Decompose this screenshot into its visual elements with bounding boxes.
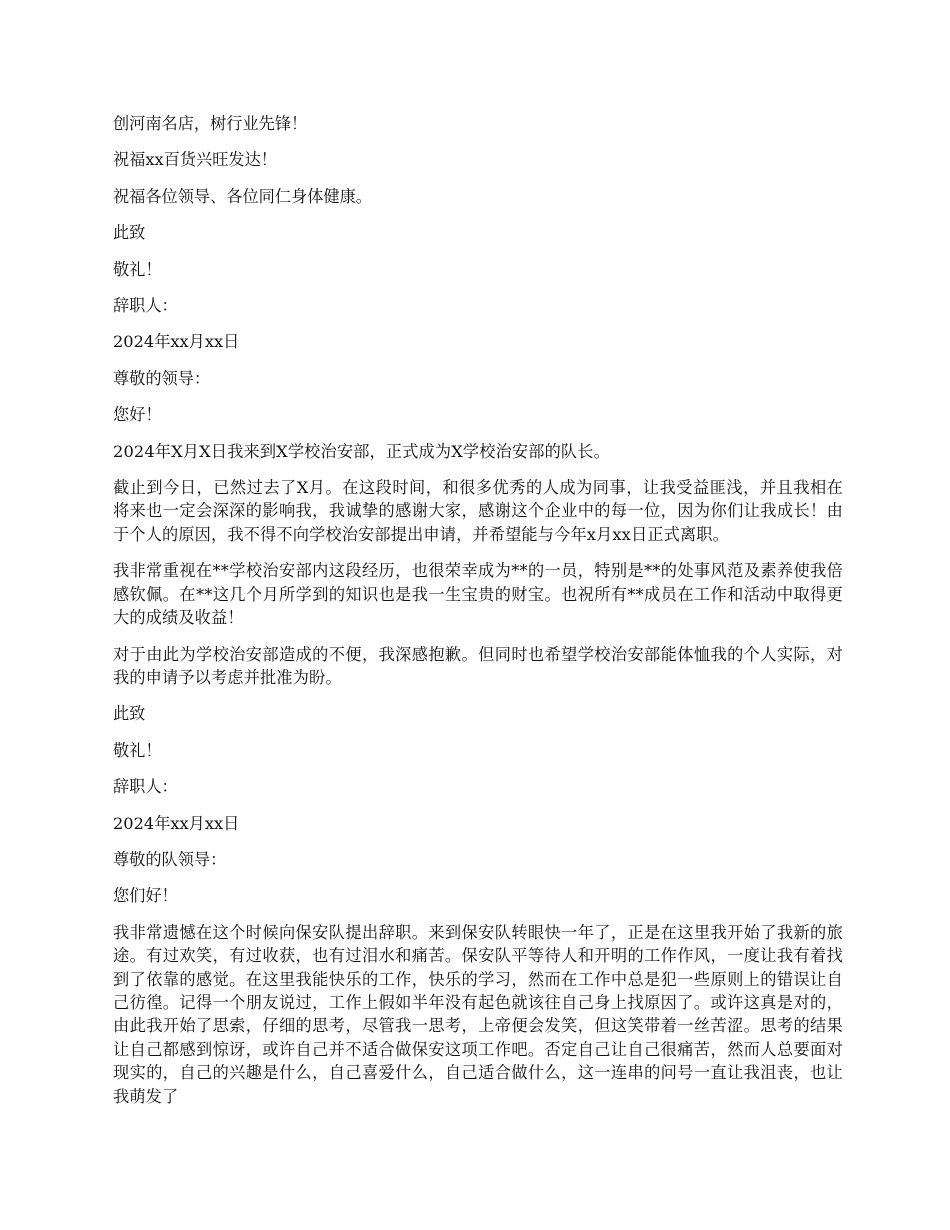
greeting: 尊敬的队领导：	[113, 849, 227, 869]
paragraph: 祝福各位领导、各位同仁身体健康。	[113, 186, 372, 206]
closing-line: 此致	[113, 704, 146, 724]
document-body	[113, 112, 843, 1121]
greeting: 尊敬的领导：	[113, 368, 211, 388]
salutation-closing: 敬礼！	[113, 740, 162, 760]
paragraph: 您好！	[113, 405, 162, 425]
date-line: 2024年xx月xx日	[113, 813, 240, 833]
date-line: 2024年xx月xx日	[113, 332, 240, 352]
paragraph: 创河南名店，树行业先锋！	[113, 114, 308, 133]
paragraph: 对于由此为学校治安部造成的不便，我深感抱歉。但同时也希望学校治安部能体恤我的个人实际，对我的申请予以考虑并批准为盼。	[113, 644, 843, 687]
paragraph: 2024年X月X日我来到X学校治安部，正式成为X学校治安部的队长。	[113, 441, 610, 461]
paragraph: 我非常遗憾在这个时候向保安队提出辞职。来到保安队转眼快一年了，正是在这里我开始了我新的旅途。有过欢笑，有过收获，也有过泪水和痛苦。保安队平等待人和开明的工作作风，一度让我有着找到了依靠的感觉。在这里我能快乐的工作，快乐的学习，然而在工作中总是犯一些原则上的错误让自己彷徨。记得一个朋友说过，工作上假如半年没有起色就该往自己身上找原因了。或许这真是对的，由此我开始了思索，仔细的思考，尽管我一思考，上帝便会发笑，但这笑带着一丝苦涩。思考的结果让自己都感到惊讶，或许自己并不适合做保安这项工作吧。否定自己让自己很痛苦，然而人总要面对现实的，自己的兴趣是什么，自己喜爱什么，自己适合做什么，这一连串的问号一直让我沮丧，也让我萌发了	[113, 922, 843, 1106]
paragraph: 祝福xx百货兴旺发达！	[113, 150, 277, 170]
paragraph: 您们好！	[113, 886, 178, 906]
signature-label: 辞职人：	[113, 296, 178, 316]
paragraph: 我非常重视在**学校治安部内这段经历，也很荣幸成为**的一员，特别是**的处事风范及素养使我倍感钦佩。在**这几个月所学到的知识也是我一生宝贵的财宝。也祝所有**成员在工作和活动中取得更大的成绩及收益！	[113, 561, 843, 628]
signature-label: 辞职人：	[113, 777, 178, 797]
closing-line: 此致	[113, 223, 146, 243]
salutation-closing: 敬礼！	[113, 259, 162, 279]
paragraph: 截止到今日，已然过去了X月。在这段时间，和很多优秀的人成为同事，让我受益匪浅，并且我相在将来也一定会深深的影响我，我诚挚的感谢大家，感谢这个企业中的每一位，因为你们让我成长！由于个人的原因，我不得不向学校治安部提出申请，并希望能与今年x月xx日正式离职。	[113, 478, 843, 544]
